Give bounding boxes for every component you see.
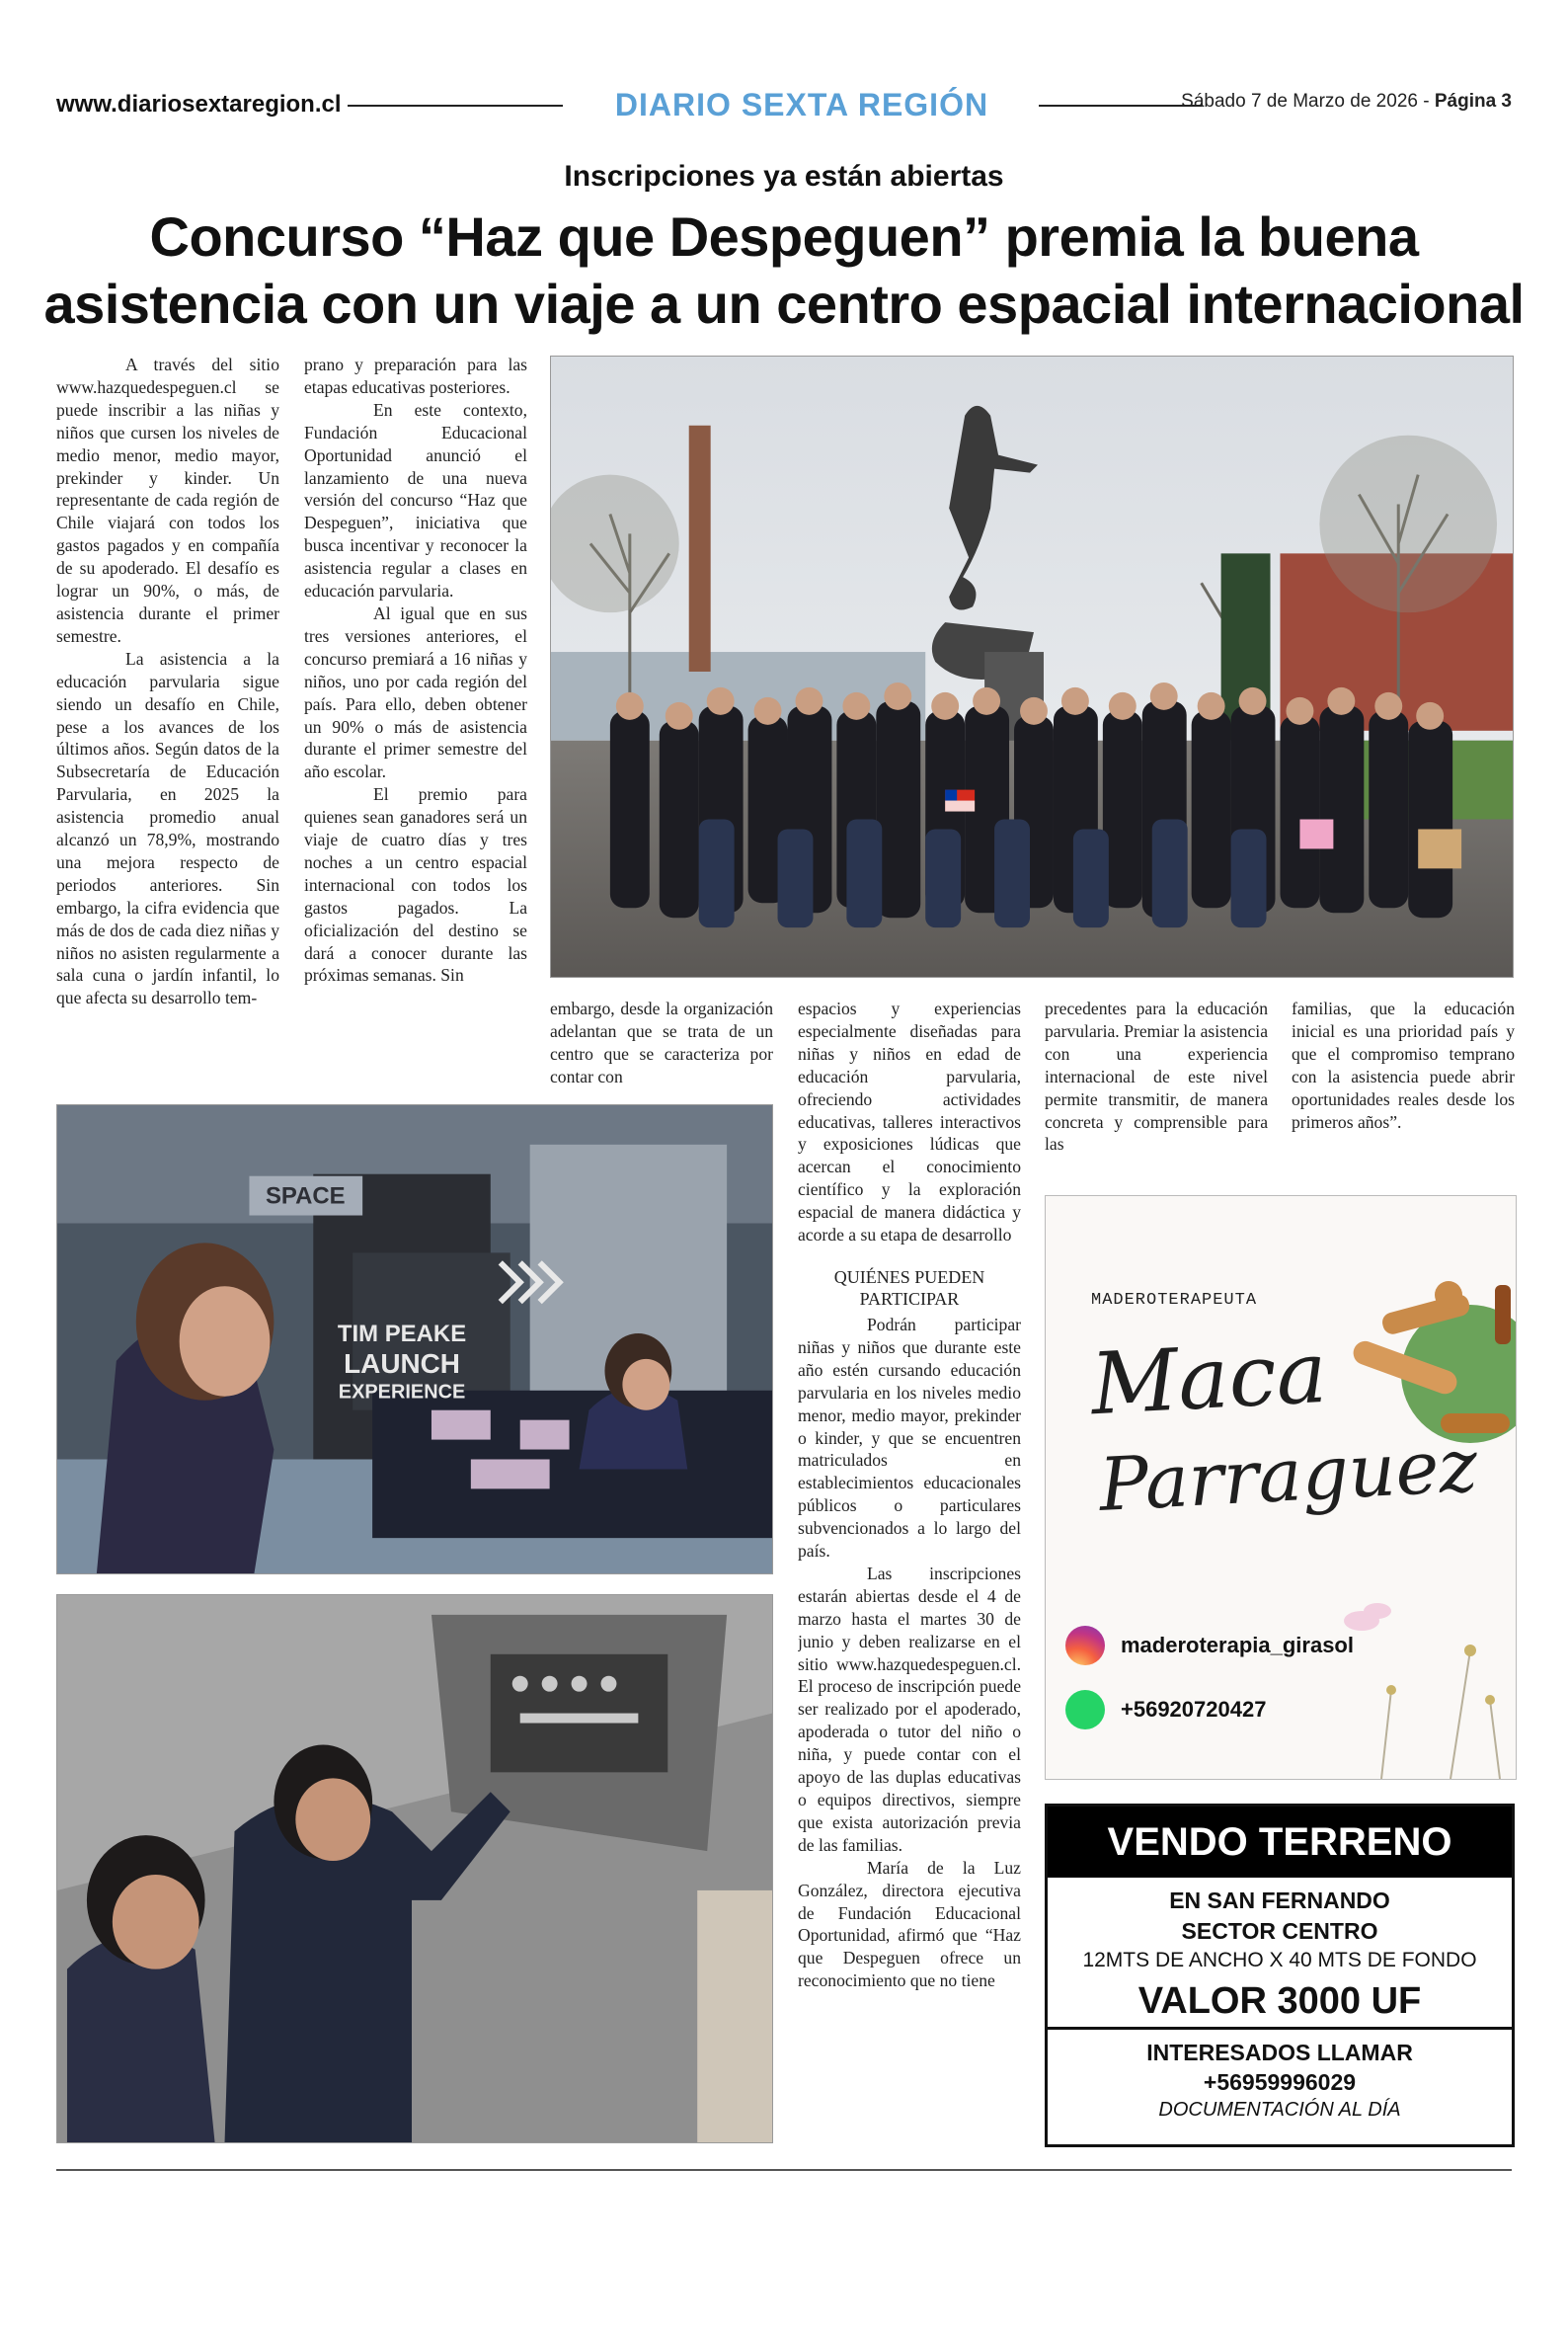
sign-experience: EXPERIENCE bbox=[338, 1381, 466, 1404]
header-rule-right bbox=[1039, 105, 1202, 107]
ad-terreno-size: 12MTS DE ANCHO X 40 MTS DE FONDO bbox=[1082, 1949, 1477, 1971]
ad-vendo-terreno[interactable] bbox=[1045, 1804, 1515, 2147]
paragraph: prano y preparación para las etapas educativas posteriores. bbox=[304, 355, 527, 397]
site-url[interactable]: www.diariosextaregion.cl bbox=[56, 91, 342, 118]
footer-rule bbox=[56, 2169, 1512, 2171]
kids-puzzle-photo bbox=[56, 1104, 773, 1574]
flower-decoration bbox=[1342, 1591, 1517, 1779]
article-column-5 bbox=[1045, 998, 1268, 1165]
ad-phone[interactable]: +56920720427 bbox=[1121, 1697, 1267, 1722]
ad-name-first: Maca bbox=[1088, 1323, 1330, 1435]
instagram-icon bbox=[1065, 1626, 1105, 1665]
ad-role: MADEROTERAPEUTA bbox=[1091, 1291, 1258, 1310]
paragraph: embargo, desde la organización adelantan que se trata de un centro que se caracteriza por contar con bbox=[550, 999, 773, 1086]
paragraph: precedentes para la educación parvularia. Premiar la asistencia con una experiencia internacional de este nivel permite transmitir, de manera concreta y comprensible para las bbox=[1045, 999, 1268, 1155]
header-rule-left bbox=[348, 105, 563, 107]
ad-terreno-divider bbox=[1048, 2027, 1512, 2030]
paragraph: María de la Luz González, directora ejecutiva de Fundación Educacional Oportunidad, afirmó que “Haz que Despeguen ofrece un reconocimiento que no tiene bbox=[798, 1857, 1021, 1991]
ad-maderoterapia[interactable] bbox=[1045, 1195, 1517, 1780]
article-column-2 bbox=[304, 354, 527, 1096]
ad-terreno-sector: SECTOR CENTRO bbox=[1181, 1918, 1378, 1944]
ad-terreno-contact: INTERESADOS LLAMAR bbox=[1146, 2040, 1413, 2065]
headline-line-1: Concurso “Haz que Despeguen” premia la buena bbox=[149, 205, 1419, 268]
whatsapp-icon bbox=[1065, 1690, 1105, 1729]
paragraph: El premio para quienes sean ganadores será un viaje de cuatro días y tres noches a un centro espacial internacional con todos los gastos pagados. La oficialización del destino se dará a conocer durante las próximas semanas. Sin bbox=[304, 784, 527, 986]
ad-terreno-price: VALOR 3000 UF bbox=[1137, 1980, 1422, 2022]
ad-terreno-title: VENDO TERRENO bbox=[1048, 1807, 1512, 1878]
ad-terreno-location: EN SAN FERNANDO bbox=[1169, 1887, 1390, 1913]
group-photo-image bbox=[551, 357, 1513, 977]
headline bbox=[39, 203, 1529, 338]
sign-launch: LAUNCH bbox=[344, 1347, 460, 1379]
paragraph: Al igual que en sus tres versiones anteriores, el concurso premiará a 16 niñas y niños, uno por cada región del país. Para ello, deben obtener un 90% o más de asistencia durante el primer semestre del año escolar. bbox=[304, 602, 527, 782]
paragraph: A través del sitio www.hazquedespeguen.cl se puede inscribir a las niñas y niños que cursen los niveles de medio menor, medio mayor, prekinder y kinder. Un representante de cada región de Chile viajará con todos los gastos pagados y en compañía de su apoderado. El desafío es lograr un 90%, o más, de asistencia durante el primer semestre. bbox=[56, 355, 279, 646]
paragraph: familias, que la educación inicial es una prioridad país y que el compromiso temprano con la asistencia puede abrir oportunidades reales desde los primeros años”. bbox=[1292, 999, 1515, 1132]
paragraph: La asistencia a la educación parvularia sigue siendo un desafío en Chile, pese a los avances de los últimos años. Según datos de la Subsecretaría de Educación Parvularia, en 2025 la asistencia promedio anual alcanzó un 78,9%, mostrando una mejora respecto de periodos anteriores. Sin embargo, la cifra evidencia que más de dos de cada diez niñas y niños no asisten regularmente a sala cuna o jardín infantil, lo que afecta su desarrollo tem- bbox=[56, 648, 279, 1008]
group-photo bbox=[550, 356, 1514, 978]
instagram-row[interactable] bbox=[1065, 1626, 1354, 1665]
paragraph: En este contexto, Fundación Educacional Oportunidad anunció el lanzamiento de una nueva versión del concurso “Haz que Despeguen”, iniciativa que busca incentivar y reconocer la asistencia regular a clases en educación parvularia. bbox=[304, 399, 527, 602]
kids-control-panel-photo bbox=[56, 1594, 773, 2143]
paragraph: Las inscripciones estarán abiertas desde el 4 de marzo hasta el martes 30 de junio y deben realizarse en el sitio www.hazquedespeguen.cl. El proceso de inscripción puede ser realizado por el apoderado, apoderada o tutor del niño o niña, y puede contar con el apoyo de las duplas educativas o equipos directivos, siempre que exista autorización previa de las familias. bbox=[798, 1563, 1021, 1855]
whatsapp-row[interactable] bbox=[1065, 1690, 1266, 1729]
kids-control-panel-image bbox=[57, 1595, 772, 2142]
sign-space: SPACE bbox=[265, 1182, 346, 1210]
instagram-handle[interactable]: maderoterapia_girasol bbox=[1121, 1633, 1354, 1657]
paragraph: Podrán participar niñas y niños que durante este año estén cursando educación parvularia en los niveles medio menor, medio mayor, prekinder o kinder, y que se encuentren matriculados en establecimientos educacionales públicos o particulares subvencionados a lo largo del país. bbox=[798, 1314, 1021, 1562]
article-column-6 bbox=[1292, 998, 1515, 1165]
kids-puzzle-image bbox=[57, 1105, 772, 1573]
sign-tim-peake: TIM PEAKE bbox=[337, 1321, 467, 1347]
paragraph: espacios y experiencias especialmente diseñadas para niñas y niños en edad de educación parvularia, ofreciendo actividades educativas, talleres interactivos y exposiciones lúdicas que acercan el conocimiento científico y la exploración espacial de manera didáctica y acorde a su etapa de desarrollo bbox=[798, 999, 1021, 1245]
kicker: Inscripciones ya están abiertas bbox=[564, 160, 1004, 193]
article-column-3 bbox=[550, 998, 773, 1106]
header-date: Sábado 7 de Marzo de 2026 - Página 3 bbox=[1181, 91, 1512, 112]
ad-terreno-phone[interactable]: +56959996029 bbox=[1203, 2069, 1357, 2095]
page-number: Página 3 bbox=[1434, 91, 1512, 112]
section-subhead: QUIÉNES PUEDEN PARTICIPAR bbox=[833, 1266, 985, 1309]
article-column-1 bbox=[56, 354, 279, 1096]
paper-name: DIARIO SEXTA REGIÓN bbox=[614, 87, 989, 122]
article-column-4 bbox=[798, 998, 1021, 2147]
headline-line-2: asistencia con un viaje a un centro espacial internacional bbox=[43, 273, 1525, 335]
ad-name-last: Parraguez bbox=[1097, 1423, 1480, 1528]
ad-terreno-note: DOCUMENTACIÓN AL DÍA bbox=[1158, 2099, 1401, 2121]
